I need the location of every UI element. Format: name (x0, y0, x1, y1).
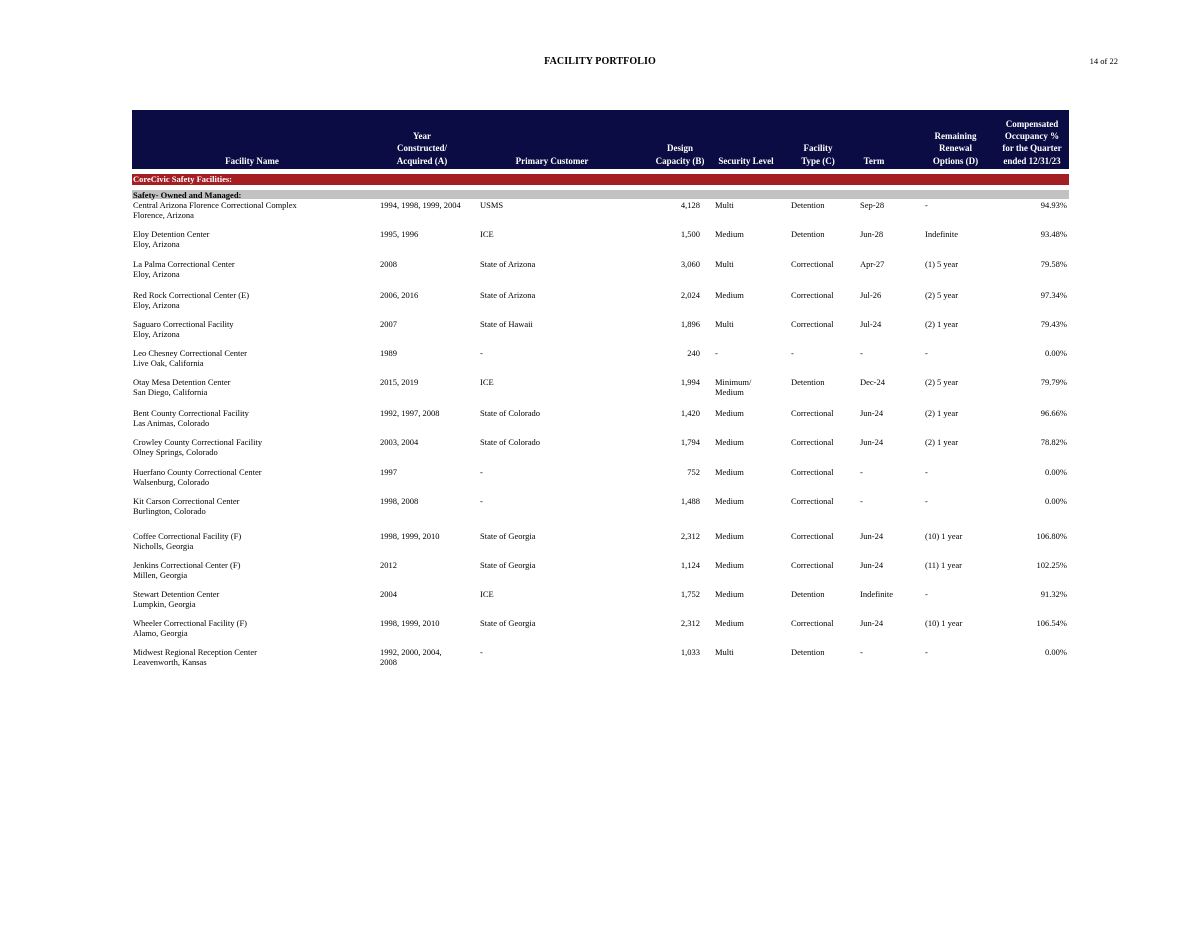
cell-line: Leavenworth, Kansas (133, 657, 207, 668)
cell-line: Eloy, Arizona (133, 239, 180, 250)
cell-line: 1992, 1997, 2008 (380, 408, 440, 418)
term-cell: Dec-24 (860, 377, 886, 387)
cell-line: Medium (715, 618, 744, 628)
header-line: Occupancy % (1004, 131, 1060, 142)
header-line: Term (863, 155, 885, 166)
cell-line: Medium (715, 289, 744, 300)
renewal-options-cell: (11) 1 year (925, 560, 962, 570)
cell-line: 1994, 1998, 1999, 2004 (380, 200, 461, 210)
cell-line: 2008 (380, 657, 397, 668)
primary-customer-cell: State of Georgia (480, 531, 536, 541)
primary-customer-cell: State of Arizona (480, 258, 536, 269)
facility-type-cell: Correctional (791, 466, 834, 477)
cell-line: 2015, 2019 (380, 377, 419, 387)
header-line: Design (666, 143, 693, 154)
header-compensated-occupancy (996, 118, 1068, 167)
design-capacity-cell: 2,312 (680, 531, 700, 541)
primary-customer-cell: State of Georgia (480, 618, 536, 628)
security-level-cell (715, 437, 744, 447)
design-capacity-cell: 2,024 (680, 289, 700, 300)
term-cell: - (860, 496, 863, 506)
renewal-options-cell: (2) 5 year (925, 377, 959, 387)
design-capacity-cell: 1,500 (680, 229, 700, 239)
cell-line: Millen, Georgia (133, 570, 188, 581)
year-constructed-cell (380, 467, 397, 477)
cell-line: Red Rock Correctional Center (E) (133, 289, 250, 300)
cell-line: Crowley County Correctional Facility (133, 437, 263, 447)
primary-customer-cell: ICE (480, 589, 494, 599)
facility-name-cell (133, 496, 239, 517)
facility-type-cell: Detention (791, 200, 825, 210)
page-title: FACILITY PORTFOLIO (544, 56, 656, 67)
header-line: Type (C) (801, 155, 835, 166)
header-line: Facility (803, 143, 833, 154)
cell-line: Medium (715, 560, 744, 570)
security-level-cell (715, 467, 744, 477)
cell-line: Central Arizona Florence Correctional Complex (133, 200, 297, 210)
security-level-cell (715, 348, 718, 358)
renewal-options-cell: - (925, 348, 928, 358)
cell-line: Minimum/ (715, 377, 752, 387)
renewal-options-cell: (2) 5 year (925, 289, 959, 300)
term-cell: - (860, 348, 863, 358)
facility-name-cell (133, 377, 230, 398)
facility-type-cell: Correctional (791, 258, 834, 269)
security-level-cell (715, 531, 744, 541)
renewal-options-cell: (1) 5 year (925, 258, 959, 269)
design-capacity-cell: 1,794 (680, 437, 700, 447)
security-level-cell (715, 229, 744, 239)
header-line: Facility Name (225, 155, 279, 166)
facility-type-cell: Correctional (791, 408, 834, 418)
facility-type-cell: Detention (791, 229, 825, 239)
design-capacity-cell: 240 (687, 348, 700, 358)
term-cell: Jun-24 (860, 560, 884, 570)
primary-customer-cell: - (480, 647, 483, 657)
header-facility-name (192, 155, 312, 167)
cell-line: Multi (715, 319, 734, 329)
header-line: Acquired (A) (396, 155, 448, 166)
term-cell: Jun-24 (860, 618, 884, 628)
security-level-cell (715, 647, 734, 657)
term-cell: Indefinite (860, 589, 894, 599)
cell-line: 1998, 2008 (380, 496, 419, 506)
cell-line: Wheeler Correctional Facility (F) (133, 618, 247, 628)
design-capacity-cell: 1,896 (680, 319, 700, 329)
year-constructed-cell (380, 589, 397, 599)
facility-name-cell (133, 618, 247, 639)
cell-line: Otay Mesa Detention Center (133, 377, 231, 387)
cell-line: 1992, 2000, 2004, (380, 647, 442, 657)
occupancy-cell: 79.43% (1040, 319, 1067, 329)
cell-line: Alamo, Georgia (133, 628, 188, 639)
cell-line: Live Oak, California (133, 358, 204, 369)
year-constructed-cell (380, 647, 442, 668)
header-line: Constructed/ (397, 143, 447, 154)
occupancy-cell: 0.00% (1045, 466, 1067, 477)
facility-name-cell (133, 467, 262, 488)
term-cell: Sep-28 (860, 200, 885, 210)
occupancy-cell: 93.48% (1040, 229, 1067, 239)
facility-name-cell (133, 259, 235, 280)
year-constructed-cell (380, 348, 397, 358)
design-capacity-cell: 1,488 (680, 496, 700, 506)
renewal-options-cell: (2) 1 year (925, 437, 959, 447)
design-capacity-cell: 1,033 (680, 647, 700, 657)
cell-line: Jenkins Correctional Center (F) (133, 560, 241, 570)
security-level-cell (715, 589, 744, 599)
facility-type-cell: Correctional (791, 560, 834, 570)
occupancy-cell: 78.82% (1040, 437, 1067, 447)
cell-line: Medium (715, 387, 744, 398)
header-term (854, 155, 894, 167)
security-level-cell (715, 560, 744, 570)
renewal-options-cell: Indefinite (925, 229, 959, 239)
occupancy-cell: 79.58% (1040, 258, 1067, 269)
cell-line: Multi (715, 647, 734, 657)
cell-line: Multi (715, 200, 734, 210)
term-cell: - (860, 647, 863, 657)
cell-line: 2003, 2004 (380, 437, 419, 447)
term-cell: Jul-26 (860, 289, 882, 300)
term-cell: - (860, 466, 863, 477)
term-cell: Jun-24 (860, 531, 884, 541)
cell-line: Saguaro Correctional Facility (133, 319, 234, 329)
primary-customer-cell: ICE (480, 377, 494, 387)
header-design-capacity (640, 142, 720, 167)
cell-line: 1998, 1999, 2010 (380, 618, 440, 628)
cell-line: Lumpkin, Georgia (133, 599, 196, 610)
year-constructed-cell (380, 229, 418, 239)
facility-name-cell (133, 200, 297, 221)
design-capacity-cell: 1,994 (680, 377, 700, 387)
facility-name-cell (133, 589, 219, 610)
year-constructed-cell (380, 319, 397, 329)
primary-customer-cell: State of Colorado (480, 437, 540, 447)
cell-line: Walsenburg, Colorado (133, 476, 210, 487)
design-capacity-cell: 1,124 (680, 560, 700, 570)
cell-line: 1997 (380, 466, 397, 477)
security-level-cell (715, 408, 744, 418)
security-level-cell (715, 200, 734, 210)
design-capacity-cell: 3,060 (680, 258, 700, 269)
occupancy-cell: 106.54% (1036, 618, 1067, 628)
header-facility-type (788, 142, 848, 167)
occupancy-cell: 102.25% (1036, 560, 1067, 570)
design-capacity-cell: 4,128 (680, 200, 700, 210)
header-line: Remaining (934, 131, 977, 142)
security-level-cell (715, 618, 744, 628)
design-capacity-cell: 1,420 (680, 408, 700, 418)
subsection-heading: Safety- Owned and Managed: (132, 190, 1069, 200)
facility-type-cell: Correctional (791, 319, 834, 329)
facility-type-cell: - (791, 348, 794, 358)
facility-type-cell: Detention (791, 377, 825, 387)
cell-line: San Diego, California (133, 387, 208, 398)
security-level-cell (715, 259, 734, 269)
cell-line: Coffee Correctional Facility (F) (133, 531, 242, 541)
facility-type-cell: Detention (791, 647, 825, 657)
renewal-options-cell: (10) 1 year (925, 618, 963, 628)
year-constructed-cell (380, 560, 397, 570)
facility-name-cell (133, 229, 209, 250)
facility-type-cell: Correctional (791, 289, 834, 300)
primary-customer-cell: - (480, 496, 483, 506)
facility-name-cell (133, 319, 234, 340)
cell-line: Florence, Arizona (133, 210, 194, 221)
cell-line: Bent County Correctional Facility (133, 408, 249, 418)
primary-customer-cell: State of Arizona (480, 289, 536, 300)
cell-line: Eloy Detention Center (133, 229, 210, 239)
primary-customer-cell: State of Hawaii (480, 319, 533, 329)
facility-name-cell (133, 348, 247, 369)
renewal-options-cell: - (925, 589, 928, 599)
occupancy-cell: 94.93% (1040, 200, 1067, 210)
cell-line: 2012 (380, 560, 397, 570)
renewal-options-cell: (2) 1 year (925, 408, 959, 418)
cell-line: Burlington, Colorado (133, 506, 206, 517)
renewal-options-cell: - (925, 466, 928, 477)
cell-line: Medium (715, 531, 744, 541)
cell-line: - (715, 348, 718, 358)
cell-line: 1998, 1999, 2010 (380, 531, 440, 541)
cell-line: Eloy, Arizona (133, 329, 180, 340)
header-line: ended 12/31/23 (1003, 155, 1061, 166)
cell-line: Medium (715, 466, 744, 477)
facility-name-cell (133, 437, 262, 458)
header-line: Year (413, 131, 431, 142)
cell-line: Medium (715, 437, 744, 447)
year-constructed-cell (380, 408, 440, 418)
primary-customer-cell: - (480, 466, 483, 477)
renewal-options-cell: (10) 1 year (925, 531, 963, 541)
header-line: Renewal (939, 143, 972, 154)
cell-line: Huerfano County Correctional Center (133, 466, 262, 477)
term-cell: Jul-24 (860, 319, 882, 329)
design-capacity-cell: 2,312 (680, 618, 700, 628)
security-level-cell (715, 290, 744, 300)
cell-line: Las Animas, Colorado (133, 418, 210, 429)
year-constructed-cell (380, 531, 440, 541)
design-capacity-cell: 752 (687, 466, 700, 477)
header-line: Compensated (1005, 118, 1059, 129)
header-line: Primary Customer (515, 155, 589, 166)
header-renewal-options (917, 130, 994, 167)
cell-line: Olney Springs, Colorado (133, 447, 218, 458)
section-heading: CoreCivic Safety Facilities: (132, 174, 1069, 185)
year-constructed-cell (380, 437, 418, 447)
occupancy-cell: 106.80% (1036, 531, 1067, 541)
cell-line: La Palma Correctional Center (133, 258, 235, 269)
facility-name-cell (133, 408, 249, 429)
primary-customer-cell: State of Colorado (480, 408, 540, 418)
occupancy-cell: 96.66% (1040, 408, 1067, 418)
term-cell: Jun-24 (860, 437, 884, 447)
cell-line: Eloy, Arizona (133, 268, 180, 279)
year-constructed-cell (380, 259, 397, 269)
term-cell: Jun-24 (860, 408, 884, 418)
table-header (132, 110, 1069, 169)
cell-line: 2008 (380, 258, 397, 269)
primary-customer-cell: State of Georgia (480, 560, 536, 570)
term-cell: Apr-27 (860, 258, 885, 269)
security-level-cell (715, 377, 751, 398)
cell-line: Medium (715, 408, 744, 418)
facility-name-cell (133, 531, 241, 552)
cell-line: Kit Carson Correctional Center (133, 496, 240, 506)
page-number: 14 of 22 (1089, 56, 1118, 66)
renewal-options-cell: - (925, 200, 928, 210)
term-cell: Jun-28 (860, 229, 884, 239)
occupancy-cell: 91.32% (1040, 589, 1067, 599)
cell-line: 2006, 2016 (380, 289, 419, 300)
cell-line: Midwest Regional Reception Center (133, 647, 257, 657)
occupancy-cell: 0.00% (1045, 348, 1067, 358)
facility-type-cell: Correctional (791, 437, 834, 447)
cell-line: Eloy, Arizona (133, 299, 180, 310)
year-constructed-cell (380, 377, 418, 387)
facility-name-cell (133, 290, 249, 311)
header-line: Capacity (B) (655, 155, 705, 166)
occupancy-cell: 0.00% (1045, 647, 1067, 657)
renewal-options-cell: - (925, 647, 928, 657)
cell-line: Medium (715, 496, 744, 506)
security-level-cell (715, 496, 744, 506)
header-year-constructed (382, 130, 462, 167)
cell-line: 1995, 1996 (380, 229, 419, 239)
year-constructed-cell (380, 618, 440, 628)
header-line: Security Level (718, 155, 774, 166)
facility-type-cell: Correctional (791, 531, 834, 541)
cell-line: Multi (715, 258, 734, 269)
primary-customer-cell: USMS (480, 200, 504, 210)
facility-type-cell: Correctional (791, 618, 834, 628)
year-constructed-cell (380, 496, 418, 506)
cell-line: Stewart Detention Center (133, 589, 220, 599)
facility-type-cell: Detention (791, 589, 825, 599)
cell-line: 2004 (380, 589, 397, 599)
year-constructed-cell (380, 290, 418, 300)
cell-line: 2007 (380, 319, 397, 329)
facility-name-cell (133, 560, 240, 581)
design-capacity-cell: 1,752 (680, 589, 700, 599)
cell-line: Medium (715, 589, 744, 599)
occupancy-cell: 0.00% (1045, 496, 1067, 506)
cell-line: Nicholls, Georgia (133, 541, 194, 552)
header-line: for the Quarter (1002, 143, 1062, 154)
primary-customer-cell: - (480, 348, 483, 358)
renewal-options-cell: - (925, 496, 928, 506)
occupancy-cell: 79.79% (1040, 377, 1067, 387)
header-line: Options (D) (932, 155, 979, 166)
cell-line: Leo Chesney Correctional Center (133, 348, 248, 358)
occupancy-cell: 97.34% (1040, 289, 1067, 300)
year-constructed-cell (380, 200, 461, 210)
facility-type-cell: Correctional (791, 496, 834, 506)
header-primary-customer (502, 155, 602, 167)
renewal-options-cell: (2) 1 year (925, 319, 959, 329)
cell-line: 1989 (380, 348, 397, 358)
security-level-cell (715, 319, 734, 329)
primary-customer-cell: ICE (480, 229, 494, 239)
cell-line: Medium (715, 229, 744, 239)
facility-name-cell (133, 647, 257, 668)
header-security-level (712, 155, 780, 167)
